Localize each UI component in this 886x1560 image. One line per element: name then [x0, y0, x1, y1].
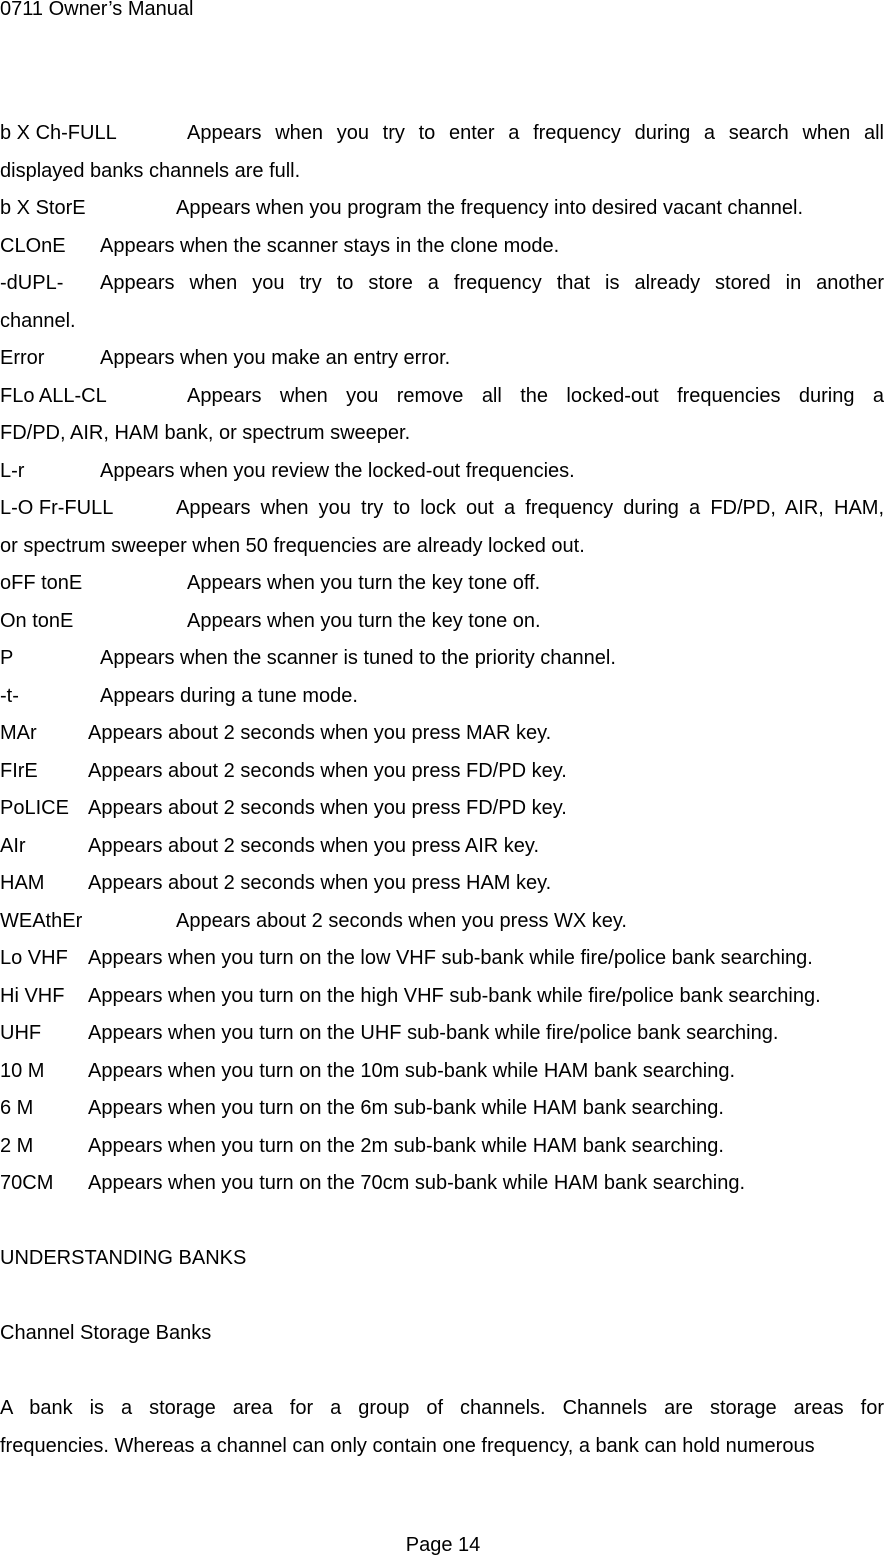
message-description: Appears when you try to store a frequency that is already stored in another — [100, 272, 884, 294]
message-term: 6 M — [0, 1097, 34, 1119]
message-term: PoLICE — [0, 797, 69, 819]
message-description: Appears when you turn on the 2m sub-bank while HAM bank searching. — [88, 1134, 724, 1157]
message-row — [0, 940, 886, 978]
message-term: FLo ALL-CL — [0, 384, 107, 407]
message-row — [0, 715, 886, 753]
message-row — [0, 565, 886, 603]
message-continuation: or spectrum sweeper when 50 frequencies are already locked out. — [0, 534, 585, 557]
message-description: Appears when you turn on the UHF sub-bank while fire/police bank searching. — [88, 1022, 779, 1044]
message-term: b X Ch-FULL — [0, 122, 117, 144]
message-term: Lo VHF — [0, 947, 68, 969]
message-row — [0, 828, 886, 866]
message-row — [0, 378, 886, 416]
section-heading: UNDERSTANDING BANKS — [0, 1247, 247, 1269]
message-row — [0, 978, 886, 1016]
message-row — [0, 1053, 886, 1091]
message-term: UHF — [0, 1022, 42, 1044]
message-description: Appears when you review the locked-out frequencies. — [100, 459, 575, 482]
message-description: Appears during a tune mode. — [100, 684, 358, 707]
message-term: -t- — [0, 684, 19, 707]
message-description: Appears when you turn on the low VHF sub-bank while fire/police bank searching. — [88, 947, 813, 969]
message-row — [0, 340, 886, 378]
message-term: 10 M — [0, 1059, 45, 1082]
message-row — [0, 1128, 886, 1166]
message-row — [0, 865, 886, 903]
status-message-list — [0, 115, 886, 1203]
message-term: On tonE — [0, 609, 74, 632]
message-description: Appears when you program the frequency into desired vacant channel. — [176, 197, 804, 219]
message-row — [0, 265, 886, 303]
message-description: Appears about 2 seconds when you press FD/PD key. — [88, 797, 567, 819]
message-term: P — [0, 647, 14, 669]
message-row — [0, 790, 886, 828]
message-term: oFF tonE — [0, 572, 83, 594]
message-term: MAr — [0, 722, 37, 744]
message-row — [0, 603, 886, 641]
message-description: Appears about 2 seconds when you press HAM key. — [88, 872, 552, 894]
message-row — [0, 1165, 886, 1203]
message-term: L-r — [0, 459, 25, 482]
message-row — [0, 1090, 886, 1128]
message-continuation: FD/PD, AIR, HAM bank, or spectrum sweeper. — [0, 422, 411, 444]
message-continuation: channel. — [0, 309, 76, 332]
message-description: Appears when you remove all the locked-out frequencies during a — [187, 384, 884, 407]
message-description: Appears about 2 seconds when you press FD/PD key. — [88, 759, 567, 782]
message-description: Appears when the scanner stays in the clone mode. — [100, 234, 560, 257]
message-term: HAM — [0, 872, 45, 894]
message-row — [0, 678, 886, 716]
message-description: Appears when you turn on the high VHF sub-bank while fire/police bank searching. — [88, 984, 821, 1007]
message-row — [0, 115, 886, 153]
message-description: Appears when you turn on the 10m sub-bank while HAM bank searching. — [88, 1059, 736, 1082]
message-description: Appears when you turn the key tone on. — [187, 609, 541, 632]
message-term: -dUPL- — [0, 272, 64, 294]
message-term: 2 M — [0, 1134, 34, 1157]
message-row — [0, 640, 886, 678]
message-term: FIrE — [0, 759, 38, 782]
message-continuation: displayed banks channels are full. — [0, 159, 301, 182]
message-term: Error — [0, 347, 45, 369]
message-term: 70CM — [0, 1172, 54, 1194]
message-term: Hi VHF — [0, 984, 65, 1007]
message-term: WEAthEr — [0, 909, 83, 932]
message-term: L-O Fr-FULL — [0, 497, 114, 519]
message-term: AIr — [0, 834, 26, 857]
message-description: Appears when you turn the key tone off. — [187, 572, 541, 594]
message-row — [0, 190, 886, 228]
message-row — [0, 753, 886, 791]
manual-header: 0711 Owner’s Manual — [0, 0, 194, 20]
message-description: Appears when you try to lock out a frequency during a FD/PD, AIR, HAM, — [176, 497, 884, 519]
message-description: Appears when you turn on the 70cm sub-bank while HAM bank searching. — [88, 1172, 746, 1194]
message-row — [0, 490, 886, 528]
message-row — [0, 228, 886, 266]
message-row — [0, 1015, 886, 1053]
message-description: Appears about 2 seconds when you press MAR key. — [88, 722, 552, 744]
paragraph-line: frequencies. Whereas a channel can only contain one frequency, a bank can hold numerous — [0, 1435, 815, 1457]
message-description: Appears when you turn on the 6m sub-bank while HAM bank searching. — [88, 1097, 724, 1119]
paragraph-line: A bank is a storage area for a group of channels. Channels are storage areas for — [0, 1397, 884, 1419]
page-number: Page 14 — [405, 1534, 481, 1556]
message-description: Appears about 2 seconds when you press AIR key. — [88, 834, 540, 857]
message-description: Appears when you try to enter a frequency during a search when all — [187, 122, 884, 144]
message-row — [0, 453, 886, 491]
message-description: Appears about 2 seconds when you press WX key. — [176, 909, 627, 932]
message-term: CLOnE — [0, 234, 66, 257]
subsection-heading: Channel Storage Banks — [0, 1322, 212, 1344]
message-description: Appears when the scanner is tuned to the priority channel. — [100, 647, 616, 669]
message-term: b X StorE — [0, 197, 86, 219]
message-description: Appears when you make an entry error. — [100, 347, 451, 369]
message-row — [0, 903, 886, 941]
